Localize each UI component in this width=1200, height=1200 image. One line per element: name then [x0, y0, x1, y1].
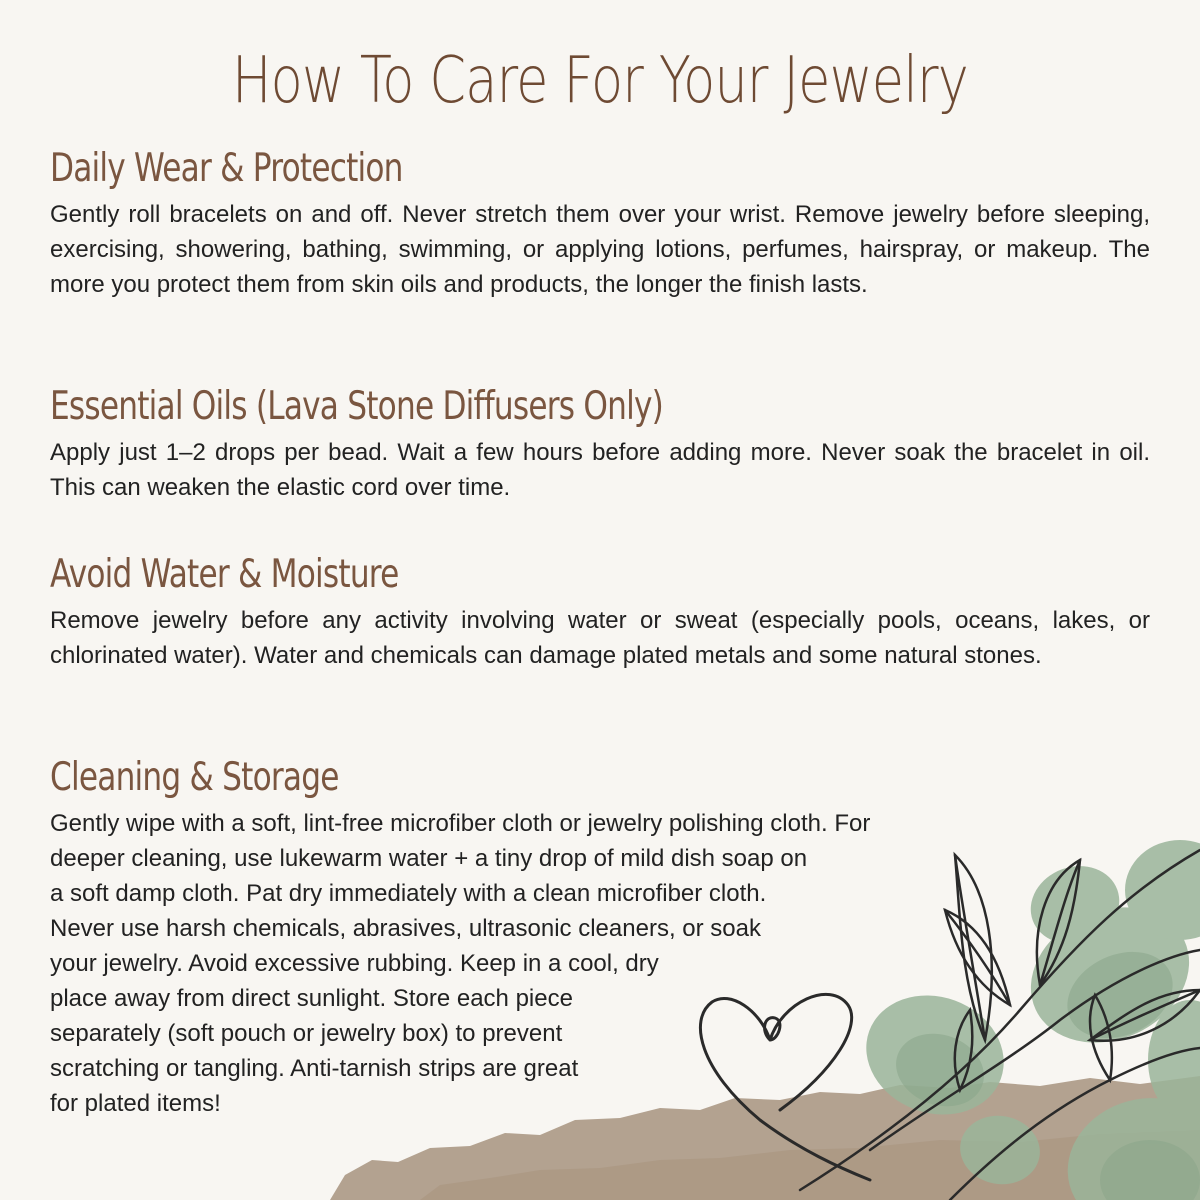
body-line: your jewelry. Avoid excessive rubbing. Keep in a cool, dry [50, 950, 659, 977]
page-title: How To Care For Your Jewelry [232, 44, 968, 118]
section-heading-cleaning-storage: Cleaning & Storage [50, 755, 339, 800]
section-body-avoid-water: Remove jewelry before any activity involving water or sweat (especially pools, oceans, lakes, or chlorinated water). Water and chemicals can damage plated metals and some natural stones. [50, 607, 1150, 669]
body-line: place away from direct sunlight. Store each piece [50, 985, 573, 1012]
section-heading-essential-oils: Essential Oils (Lava Stone Diffusers Only) [50, 384, 663, 429]
section-body-cleaning-storage [50, 806, 1050, 1121]
body-line: deeper cleaning, use lukewarm water + a tiny drop of mild dish soap on [50, 845, 808, 872]
body-line: separately (soft pouch or jewelry box) to prevent [50, 1020, 563, 1047]
body-line: Never use harsh chemicals, abrasives, ultrasonic cleaners, or soak [50, 915, 761, 942]
body-line: Gently wipe with a soft, lint-free microfiber cloth or jewelry polishing cloth. For [50, 810, 871, 837]
body-line: scratching or tangling. Anti-tarnish strips are great [50, 1055, 579, 1082]
section-heading-daily-wear: Daily Wear & Protection [50, 146, 403, 191]
body-line: for plated items! [50, 1090, 221, 1117]
section-heading-avoid-water: Avoid Water & Moisture [50, 552, 399, 597]
section-body-essential-oils: Apply just 1–2 drops per bead. Wait a few hours before adding more. Never soak the bracelet in oil. This can weaken the elastic cord over time. [50, 439, 1150, 501]
section-body-daily-wear: Gently roll bracelets on and off. Never stretch them over your wrist. Remove jewelry before sleeping, exercising, showering, bathing, swimming, or applying lotions, perfumes, hairspray, or makeup. The more you protect them from skin oils and products, the longer the finish lasts. [50, 201, 1150, 298]
body-line: a soft damp cloth. Pat dry immediately with a clean microfiber cloth. [50, 880, 767, 907]
